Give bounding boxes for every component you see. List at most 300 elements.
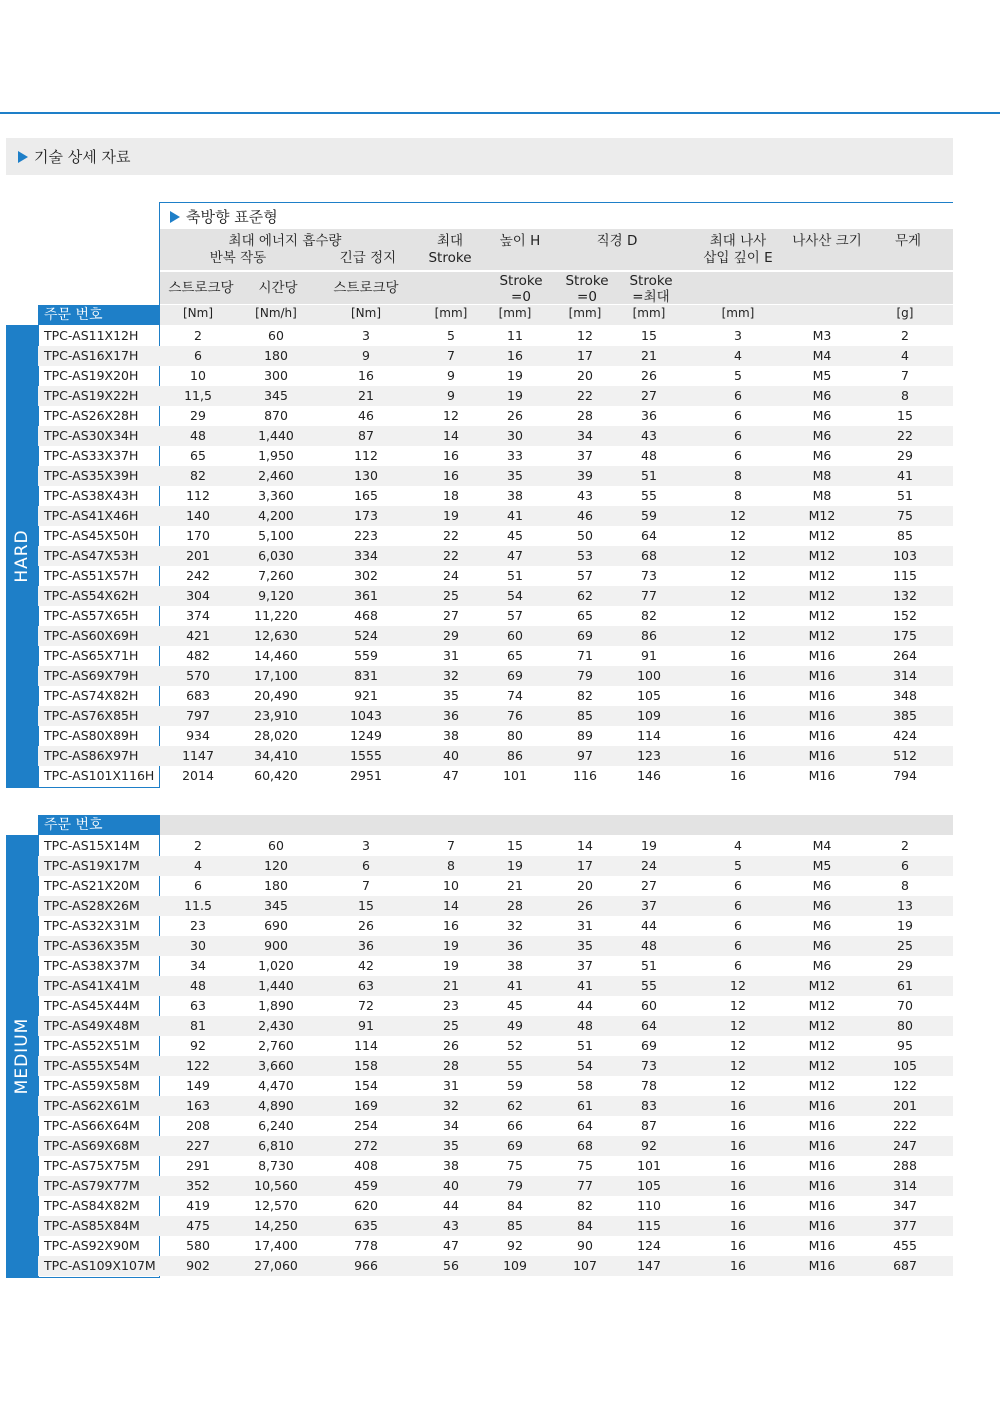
value-cell: 5 [734, 368, 742, 383]
order-no-header-hard: 주문 번호 [38, 305, 160, 325]
table-row [38, 876, 953, 896]
value-cell: 43 [641, 428, 657, 443]
value-cell: 12 [443, 408, 459, 423]
value-cell: 16 [730, 728, 746, 743]
value-cell: 54 [577, 1058, 593, 1073]
value-cell: 73 [641, 1058, 657, 1073]
value-cell: 900 [264, 938, 288, 953]
order-code-cell: TPC-AS38X37M [44, 958, 140, 973]
value-cell: 28,020 [254, 728, 298, 743]
value-cell: 9 [362, 348, 370, 363]
value-cell: 32 [443, 1098, 459, 1113]
value-cell: 65 [190, 448, 206, 463]
value-cell: 7 [362, 878, 370, 893]
value-cell: 55 [641, 978, 657, 993]
unit-label: [Nm/h] [255, 306, 297, 320]
value-cell: 92 [190, 1038, 206, 1053]
header-weight: 무게 [894, 233, 922, 249]
medium-header-band [160, 815, 953, 835]
value-cell: 42 [358, 958, 374, 973]
value-cell: 22 [577, 388, 593, 403]
table-row [38, 646, 953, 666]
value-cell: M12 [808, 978, 836, 993]
value-cell: 524 [354, 628, 378, 643]
value-cell: 27 [641, 388, 657, 403]
value-cell: 63 [190, 998, 206, 1013]
order-code-cell: TPC-AS26X28H [44, 408, 139, 423]
value-cell: 6,240 [258, 1118, 294, 1133]
value-cell: 87 [358, 428, 374, 443]
value-cell: 12 [730, 998, 746, 1013]
value-cell: 16 [730, 668, 746, 683]
value-cell: 16 [730, 1098, 746, 1113]
value-cell: 38 [507, 488, 523, 503]
value-cell: 1,440 [258, 978, 294, 993]
order-code-cell: TPC-AS59X58M [44, 1078, 140, 1093]
value-cell: 25 [443, 588, 459, 603]
value-cell: 23,910 [254, 708, 298, 723]
value-cell: 36 [443, 708, 459, 723]
table-row [38, 406, 953, 426]
value-cell: 254 [354, 1118, 378, 1133]
value-cell: 16 [730, 1158, 746, 1173]
value-cell: 620 [354, 1198, 378, 1213]
value-cell: 361 [354, 588, 378, 603]
value-cell: M16 [808, 1198, 836, 1213]
unit-label: [mm] [498, 306, 532, 320]
value-cell: 173 [354, 508, 378, 523]
value-cell: 635 [354, 1218, 378, 1233]
value-cell: 7 [447, 348, 455, 363]
order-code-cell: TPC-AS45X50H [44, 528, 139, 543]
unit-label: [Nm] [350, 306, 382, 320]
value-cell: 32 [443, 668, 459, 683]
value-cell: 163 [186, 1098, 210, 1113]
value-cell: 22 [443, 548, 459, 563]
order-code-cell: TPC-AS69X79H [44, 668, 139, 683]
value-cell: 16 [730, 648, 746, 663]
value-cell: 16 [730, 1238, 746, 1253]
value-cell: 62 [507, 1098, 523, 1113]
value-cell: 12 [730, 508, 746, 523]
value-cell: 16 [730, 1258, 746, 1273]
value-cell: M16 [808, 1238, 836, 1253]
value-cell: 147 [637, 1258, 661, 1273]
order-code-cell: TPC-AS57X65H [44, 608, 139, 623]
value-cell: 28 [443, 1058, 459, 1073]
value-cell: 18 [443, 488, 459, 503]
value-cell: 352 [186, 1178, 210, 1193]
value-cell: 103 [893, 548, 917, 563]
value-cell: 1,020 [258, 958, 294, 973]
value-cell: 83 [641, 1098, 657, 1113]
value-cell: 13 [897, 898, 913, 913]
value-cell: 55 [507, 1058, 523, 1073]
header-emergency: 긴급 정지 [339, 250, 397, 266]
value-cell: 35 [443, 688, 459, 703]
medium-side-band [6, 835, 38, 1278]
table-row [38, 366, 953, 386]
order-code-cell: TPC-AS86X97H [44, 748, 139, 763]
value-cell: 75 [577, 1158, 593, 1173]
value-cell: 114 [637, 728, 661, 743]
value-cell: 43 [577, 488, 593, 503]
value-cell: M16 [808, 688, 836, 703]
unit-label: [mm] [632, 306, 666, 320]
value-cell: 39 [577, 468, 593, 483]
value-cell: 16 [730, 1198, 746, 1213]
value-cell: 8 [734, 468, 742, 483]
unit-label: [g] [896, 306, 914, 320]
value-cell: 12,570 [254, 1198, 298, 1213]
value-cell: 140 [186, 508, 210, 523]
order-code-cell: TPC-AS52X51M [44, 1038, 140, 1053]
value-cell: 4,470 [258, 1078, 294, 1093]
value-cell: 72 [358, 998, 374, 1013]
value-cell: 31 [577, 918, 593, 933]
value-cell: 48 [577, 1018, 593, 1033]
value-cell: 9 [447, 368, 455, 383]
table-row [38, 1036, 953, 1056]
value-cell: 1043 [350, 708, 382, 723]
value-cell: 60 [507, 628, 523, 643]
value-cell: 90 [577, 1238, 593, 1253]
value-cell: 4,200 [258, 508, 294, 523]
table-row [38, 1156, 953, 1176]
table-row [38, 916, 953, 936]
value-cell: 70 [897, 998, 913, 1013]
value-cell: 19 [897, 918, 913, 933]
value-cell: 6 [734, 938, 742, 953]
header-height-stroke0-a: Stroke [499, 273, 543, 289]
order-code-cell: TPC-AS33X37H [44, 448, 139, 463]
header-repeat: 반복 작동 [209, 250, 267, 266]
order-code-cell: TPC-AS51X57H [44, 568, 139, 583]
value-cell: 76 [507, 708, 523, 723]
value-cell: 60 [641, 998, 657, 1013]
value-cell: 112 [186, 488, 210, 503]
value-cell: 12 [730, 608, 746, 623]
value-cell: 421 [186, 628, 210, 643]
order-code-cell: TPC-AS75X75M [44, 1158, 140, 1173]
value-cell: 14,460 [254, 648, 298, 663]
order-code-cell: TPC-AS60X69H [44, 628, 139, 643]
value-cell: 149 [186, 1078, 210, 1093]
value-cell: M6 [812, 388, 832, 403]
value-cell: 169 [354, 1098, 378, 1113]
value-cell: 59 [641, 508, 657, 523]
value-cell: 902 [186, 1258, 210, 1273]
value-cell: 38 [443, 728, 459, 743]
value-cell: 25 [897, 938, 913, 953]
value-cell: 512 [893, 748, 917, 763]
value-cell: 4,890 [258, 1098, 294, 1113]
value-cell: 175 [893, 628, 917, 643]
value-cell: M16 [808, 1118, 836, 1133]
value-cell: 7 [447, 838, 455, 853]
value-cell: 6 [734, 408, 742, 423]
value-cell: 107 [573, 1258, 597, 1273]
value-cell: 28 [577, 408, 593, 423]
value-cell: 6 [734, 448, 742, 463]
value-cell: 48 [641, 938, 657, 953]
value-cell: 49 [507, 1018, 523, 1033]
value-cell: 53 [577, 548, 593, 563]
value-cell: M6 [812, 878, 832, 893]
value-cell: 19 [507, 388, 523, 403]
play-triangle-icon [170, 211, 180, 223]
value-cell: 79 [577, 668, 593, 683]
order-code-cell: TPC-AS101X116H [44, 768, 155, 783]
value-cell: 23 [190, 918, 206, 933]
table-row [38, 766, 953, 786]
value-cell: 2014 [182, 768, 214, 783]
value-cell: 11,220 [254, 608, 298, 623]
value-cell: 15 [358, 898, 374, 913]
value-cell: M16 [808, 1098, 836, 1113]
value-cell: 4 [734, 838, 742, 853]
value-cell: 30 [507, 428, 523, 443]
value-cell: 4 [194, 858, 202, 873]
value-cell: 51 [641, 958, 657, 973]
order-code-cell: TPC-AS41X41M [44, 978, 140, 993]
table-row [38, 1116, 953, 1136]
value-cell: M6 [812, 898, 832, 913]
value-cell: 17 [577, 858, 593, 873]
value-cell: M12 [808, 1018, 836, 1033]
value-cell: 348 [893, 688, 917, 703]
value-cell: 63 [358, 978, 374, 993]
value-cell: 22 [443, 528, 459, 543]
value-cell: M6 [812, 408, 832, 423]
value-cell: 19 [443, 958, 459, 973]
table-row [38, 566, 953, 586]
value-cell: 114 [354, 1038, 378, 1053]
medium-label: MEDIUM [12, 1017, 32, 1095]
value-cell: 60,420 [254, 768, 298, 783]
value-cell: M16 [808, 1178, 836, 1193]
value-cell: M16 [808, 648, 836, 663]
value-cell: 92 [507, 1238, 523, 1253]
table-row [38, 1216, 953, 1236]
value-cell: 459 [354, 1178, 378, 1193]
value-cell: 77 [641, 588, 657, 603]
table-row [38, 1016, 953, 1036]
value-cell: 84 [507, 1198, 523, 1213]
value-cell: 314 [893, 1178, 917, 1193]
value-cell: 10,560 [254, 1178, 298, 1193]
value-cell: 105 [637, 1178, 661, 1193]
value-cell: 101 [637, 1158, 661, 1173]
value-cell: 66 [507, 1118, 523, 1133]
value-cell: M16 [808, 1138, 836, 1153]
value-cell: 288 [893, 1158, 917, 1173]
value-cell: 5 [447, 328, 455, 343]
table-row [38, 686, 953, 706]
value-cell: M4 [812, 348, 832, 363]
value-cell: 19 [507, 858, 523, 873]
value-cell: 41 [507, 508, 523, 523]
value-cell: 77 [577, 1178, 593, 1193]
value-cell: 15 [897, 408, 913, 423]
table-row [38, 836, 953, 856]
value-cell: 115 [637, 1218, 661, 1233]
value-cell: 272 [354, 1138, 378, 1153]
value-cell: 61 [897, 978, 913, 993]
value-cell: 4 [901, 348, 909, 363]
table-row [38, 956, 953, 976]
value-cell: 75 [507, 1158, 523, 1173]
value-cell: 122 [186, 1058, 210, 1073]
table-row [38, 996, 953, 1016]
value-cell: 123 [637, 748, 661, 763]
value-cell: M8 [812, 488, 832, 503]
value-cell: 35 [443, 1138, 459, 1153]
value-cell: 794 [893, 768, 917, 783]
value-cell: 3 [362, 328, 370, 343]
value-cell: 154 [354, 1078, 378, 1093]
value-cell: M16 [808, 728, 836, 743]
value-cell: 8,730 [258, 1158, 294, 1173]
value-cell: 152 [893, 608, 917, 623]
value-cell: 5 [734, 858, 742, 873]
value-cell: 8 [447, 858, 455, 873]
value-cell: 101 [503, 768, 527, 783]
table-row [38, 1136, 953, 1156]
value-cell: 921 [354, 688, 378, 703]
value-cell: 9,120 [258, 588, 294, 603]
value-cell: 966 [354, 1258, 378, 1273]
value-cell: 291 [186, 1158, 210, 1173]
table-row [38, 546, 953, 566]
table-row [38, 896, 953, 916]
value-cell: 71 [577, 648, 593, 663]
value-cell: 48 [190, 428, 206, 443]
table-row [38, 506, 953, 526]
value-cell: 89 [577, 728, 593, 743]
value-cell: 2 [901, 328, 909, 343]
value-cell: 91 [358, 1018, 374, 1033]
value-cell: 132 [893, 588, 917, 603]
value-cell: 35 [577, 938, 593, 953]
table-row [38, 726, 953, 746]
value-cell: 2 [194, 838, 202, 853]
value-cell: 201 [186, 548, 210, 563]
value-cell: 20,490 [254, 688, 298, 703]
value-cell: M12 [808, 588, 836, 603]
value-cell: 33 [507, 448, 523, 463]
value-cell: 85 [507, 1218, 523, 1233]
table-row [38, 446, 953, 466]
value-cell: 1,890 [258, 998, 294, 1013]
value-cell: 2,460 [258, 468, 294, 483]
value-cell: 85 [577, 708, 593, 723]
value-cell: 56 [443, 1258, 459, 1273]
value-cell: 16 [507, 348, 523, 363]
value-cell: 6,810 [258, 1138, 294, 1153]
value-cell: 455 [893, 1238, 917, 1253]
unit-label: [mm] [434, 306, 468, 320]
value-cell: M8 [812, 468, 832, 483]
value-cell: 247 [893, 1138, 917, 1153]
value-cell: 36 [358, 938, 374, 953]
value-cell: 12 [730, 588, 746, 603]
value-cell: 69 [507, 668, 523, 683]
value-cell: 687 [893, 1258, 917, 1273]
table-row [38, 1256, 953, 1276]
value-cell: 62 [577, 588, 593, 603]
value-cell: 58 [577, 1078, 593, 1093]
value-cell: 105 [637, 688, 661, 703]
value-cell: 16 [730, 1218, 746, 1233]
value-cell: M16 [808, 1258, 836, 1273]
value-cell: M12 [808, 508, 836, 523]
order-code-cell: TPC-AS54X62H [44, 588, 139, 603]
value-cell: 57 [507, 608, 523, 623]
value-cell: M16 [808, 768, 836, 783]
value-cell: 2 [901, 838, 909, 853]
value-cell: M12 [808, 998, 836, 1013]
value-cell: M12 [808, 1058, 836, 1073]
value-cell: 29 [897, 958, 913, 973]
value-cell: 40 [443, 748, 459, 763]
value-cell: 222 [893, 1118, 917, 1133]
value-cell: 208 [186, 1118, 210, 1133]
value-cell: 158 [354, 1058, 378, 1073]
order-code-cell: TPC-AS66X64M [44, 1118, 140, 1133]
value-cell: 45 [507, 528, 523, 543]
value-cell: 580 [186, 1238, 210, 1253]
table-row [38, 586, 953, 606]
value-cell: 27 [443, 608, 459, 623]
value-cell: 2,760 [258, 1038, 294, 1053]
value-cell: 242 [186, 568, 210, 583]
value-cell: 27 [641, 878, 657, 893]
order-code-cell: TPC-AS49X48M [44, 1018, 140, 1033]
unit-label: [mm] [721, 306, 755, 320]
value-cell: 1555 [350, 748, 382, 763]
value-cell: 16 [730, 708, 746, 723]
value-cell: 377 [893, 1218, 917, 1233]
value-cell: 16 [730, 768, 746, 783]
value-cell: 68 [641, 548, 657, 563]
value-cell: 82 [641, 608, 657, 623]
header-diam-strokemax-a: Stroke [629, 273, 673, 289]
value-cell: M12 [808, 628, 836, 643]
order-code-cell: TPC-AS74X82H [44, 688, 139, 703]
value-cell: M6 [812, 428, 832, 443]
value-cell: 8 [901, 878, 909, 893]
hard-label: HARD [12, 529, 32, 583]
value-cell: 6 [734, 878, 742, 893]
value-cell: 44 [641, 918, 657, 933]
value-cell: 109 [637, 708, 661, 723]
value-cell: 46 [358, 408, 374, 423]
value-cell: 34,410 [254, 748, 298, 763]
order-code-cell: TPC-AS69X68M [44, 1138, 140, 1153]
value-cell: M16 [808, 1218, 836, 1233]
value-cell: 14,250 [254, 1218, 298, 1233]
value-cell: 10 [443, 878, 459, 893]
value-cell: 2 [194, 328, 202, 343]
value-cell: 78 [641, 1078, 657, 1093]
value-cell: 10 [190, 368, 206, 383]
value-cell: 14 [443, 898, 459, 913]
header-per-hour: 시간당 [258, 280, 298, 296]
value-cell: 475 [186, 1218, 210, 1233]
value-cell: 19 [641, 838, 657, 853]
value-cell: 570 [186, 668, 210, 683]
